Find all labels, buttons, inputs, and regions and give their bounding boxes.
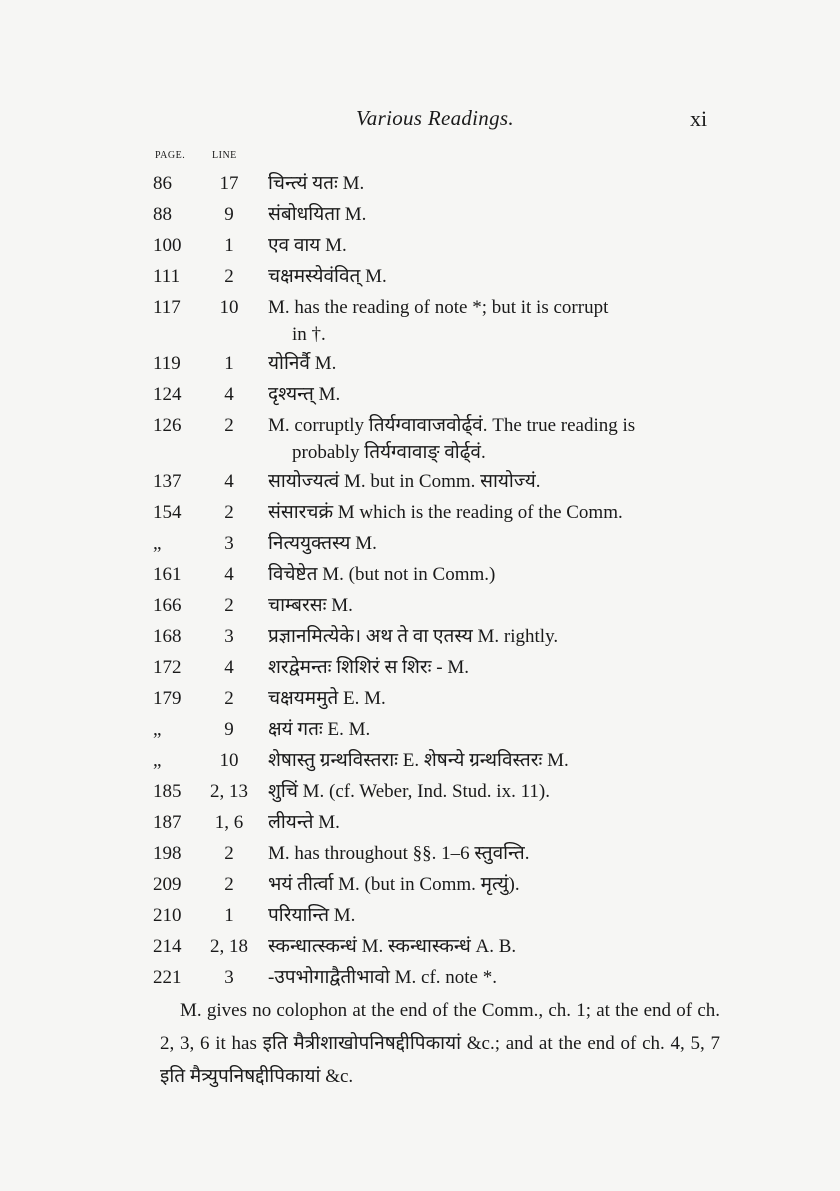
line-number-cell: 3 (224, 626, 234, 647)
line-number-cell: 2 (224, 688, 234, 709)
line-number-cell: 1, 6 (214, 812, 244, 833)
line-number-cell: 2 (224, 502, 234, 523)
reading-row (0, 962, 840, 993)
page-number-cell: 185 (153, 781, 182, 802)
page-number-cell: 168 (153, 626, 182, 647)
reading-text: दृश्यन्त् M. (268, 384, 341, 405)
running-title: Various Readings. (356, 106, 514, 130)
reading-text: नित्ययुक्तस्य M. (268, 533, 377, 554)
page-number-cell: 117 (153, 297, 181, 318)
reading-row (0, 869, 840, 900)
reading-text: भयं तीर्त्वा M. (but in Comm. मृत्युं). (268, 874, 520, 895)
reading-row (0, 900, 840, 931)
reading-cell (268, 294, 720, 348)
reading-cell (268, 230, 720, 261)
page-number-cell: 161 (153, 564, 182, 585)
reading-cell (268, 838, 720, 869)
reading-text: क्षयं गतः E. M. (268, 719, 371, 740)
reading-text: M. has the reading of note *; but it is corrupt (268, 297, 609, 318)
reading-text: संबोधयिता M. (268, 204, 367, 225)
page-number-cell: „ (153, 533, 162, 554)
colophon-note (160, 994, 720, 1093)
line-number-cell: 1 (224, 353, 234, 374)
reading-row (0, 261, 840, 292)
page-number: xi (690, 106, 708, 131)
reading-cell (268, 199, 720, 230)
reading-text: परियान्ति M. (268, 905, 356, 926)
reading-text: M. has throughout §§. 1–6 स्तुवन्ति. (268, 843, 530, 864)
reading-cell (268, 776, 720, 807)
reading-row (0, 621, 840, 652)
page-number-cell: „ (153, 750, 162, 771)
line-number-cell: 10 (219, 750, 239, 771)
page-number-cell: 214 (153, 936, 182, 957)
page-number-cell: 137 (153, 471, 182, 492)
page-number-cell: 221 (153, 967, 182, 988)
reading-cell (268, 348, 720, 379)
line-number-cell: 2 (224, 595, 234, 616)
line-number-cell: 4 (224, 657, 234, 678)
reading-cell (268, 714, 720, 745)
running-header (0, 102, 840, 142)
reading-cell (268, 466, 720, 497)
reading-cell (268, 683, 720, 714)
line-number-cell: 3 (224, 533, 234, 554)
reading-cell (268, 621, 720, 652)
line-number-cell: 2 (224, 266, 234, 287)
reading-cell (268, 900, 720, 931)
reading-text: स्कन्धात्स्कन्धं M. स्कन्धास्कन्धं A. B. (268, 936, 517, 957)
reading-row (0, 559, 840, 590)
line-number-cell: 4 (224, 384, 234, 405)
page-number-cell: 124 (153, 384, 182, 405)
page-number-cell: 172 (153, 657, 182, 678)
reading-row (0, 466, 840, 497)
reading-text: शुचिं M. (cf. Weber, Ind. Stud. ix. 11). (268, 781, 550, 802)
reading-cell (268, 652, 720, 683)
colophon-note-text: M. gives no colophon at the end of the Comm., ch. 1; at the end of ch. 2, 3, 6 it has इति मैत्रीशाखोपनिषद्दीपिकायां &c.; and at the end of ch. 4, 5, 7 इति मैत्र्युपनिषद्दीपिकायां &c. (160, 1000, 720, 1087)
line-column-heading: LINE (212, 150, 237, 161)
reading-cell (268, 261, 720, 292)
reading-row (0, 379, 840, 410)
page-number-cell: 209 (153, 874, 182, 895)
reading-row (0, 838, 840, 869)
reading-text: चक्षयममुते E. M. (268, 688, 386, 709)
reading-cell (268, 931, 720, 962)
reading-row (0, 652, 840, 683)
reading-row (0, 528, 840, 559)
line-number-cell: 10 (219, 297, 239, 318)
reading-row (0, 714, 840, 745)
line-number-cell: 4 (224, 564, 234, 585)
page-number-cell: 179 (153, 688, 182, 709)
page-number-cell: 119 (153, 353, 181, 374)
reading-row (0, 683, 840, 714)
line-number-cell: 17 (219, 173, 239, 194)
reading-text: शेषास्तु ग्रन्थविस्तराः E. शेषन्ये ग्रन्थविस्तरः M. (268, 750, 569, 771)
line-number-cell: 4 (224, 471, 234, 492)
page-number-cell: 187 (153, 812, 182, 833)
reading-row (0, 931, 840, 962)
page-number-cell: 166 (153, 595, 182, 616)
reading-text: योनिर्वै M. (268, 353, 337, 374)
line-number-cell: 1 (224, 235, 234, 256)
reading-cell (268, 497, 720, 528)
reading-row (0, 410, 840, 466)
page-number-cell: 88 (153, 204, 172, 225)
page-number-cell: 154 (153, 502, 182, 523)
reading-continuation: in †. (292, 324, 326, 345)
reading-cell (268, 869, 720, 900)
reading-text: एव वाय M. (268, 235, 347, 256)
readings-list (0, 168, 840, 993)
reading-text: प्रज्ञानमित्येके। अथ ते वा एतस्य M. rightly. (268, 626, 559, 647)
reading-row (0, 292, 840, 348)
line-number-cell: 2 (224, 874, 234, 895)
reading-cell (268, 745, 720, 776)
line-number-cell: 2 (224, 415, 234, 436)
line-number-cell: 2, 18 (210, 936, 248, 957)
reading-cell (268, 379, 720, 410)
reading-row (0, 168, 840, 199)
page-column-heading: PAGE. (155, 150, 186, 161)
reading-text: -उपभोगाद्वैतीभावो M. cf. note *. (268, 967, 497, 988)
reading-cell (268, 528, 720, 559)
line-number-cell: 1 (224, 905, 234, 926)
reading-text: विचेष्टेत M. (but not in Comm.) (268, 564, 496, 585)
reading-row (0, 199, 840, 230)
reading-row (0, 776, 840, 807)
page-number-cell: 111 (153, 266, 181, 287)
page-number-cell: 126 (153, 415, 182, 436)
reading-text: चाम्बरसः M. (268, 595, 353, 616)
reading-text: संसारचक्रं M which is the reading of the Comm. (268, 502, 623, 523)
line-number-cell: 9 (224, 204, 234, 225)
reading-row (0, 497, 840, 528)
column-headings (0, 150, 840, 166)
reading-row (0, 230, 840, 261)
reading-text: लीयन्ते M. (268, 812, 340, 833)
reading-cell (268, 962, 720, 993)
reading-row (0, 807, 840, 838)
page-number-cell: 86 (153, 173, 172, 194)
reading-text: M. corruptly तिर्यग्वावाजवोर्ढ्वं. The true reading is (268, 415, 636, 436)
line-number-cell: 9 (224, 719, 234, 740)
line-number-cell: 3 (224, 967, 234, 988)
reading-row (0, 745, 840, 776)
reading-row (0, 590, 840, 621)
reading-cell (268, 559, 720, 590)
reading-cell (268, 412, 720, 466)
reading-cell (268, 590, 720, 621)
line-number-cell: 2 (224, 843, 234, 864)
reading-row (0, 348, 840, 379)
line-number-cell: 2, 13 (210, 781, 248, 802)
reading-continuation: probably तिर्यग्वावाङ् वोर्ढ्वं. (292, 442, 486, 463)
reading-cell (268, 807, 720, 838)
page-number-cell: „ (153, 719, 162, 740)
reading-text: चिन्त्यं यतः M. (268, 173, 365, 194)
page-number-cell: 198 (153, 843, 182, 864)
page-number-cell: 100 (153, 235, 182, 256)
reading-cell (268, 168, 720, 199)
page-number-cell: 210 (153, 905, 182, 926)
reading-text: सायोज्यत्वं M. but in Comm. सायोज्यं. (268, 471, 541, 492)
reading-text: चक्षमस्येवंवित् M. (268, 266, 387, 287)
reading-text: शरद्वेमन्तः शिशिरं स शिरः - M. (268, 657, 469, 678)
